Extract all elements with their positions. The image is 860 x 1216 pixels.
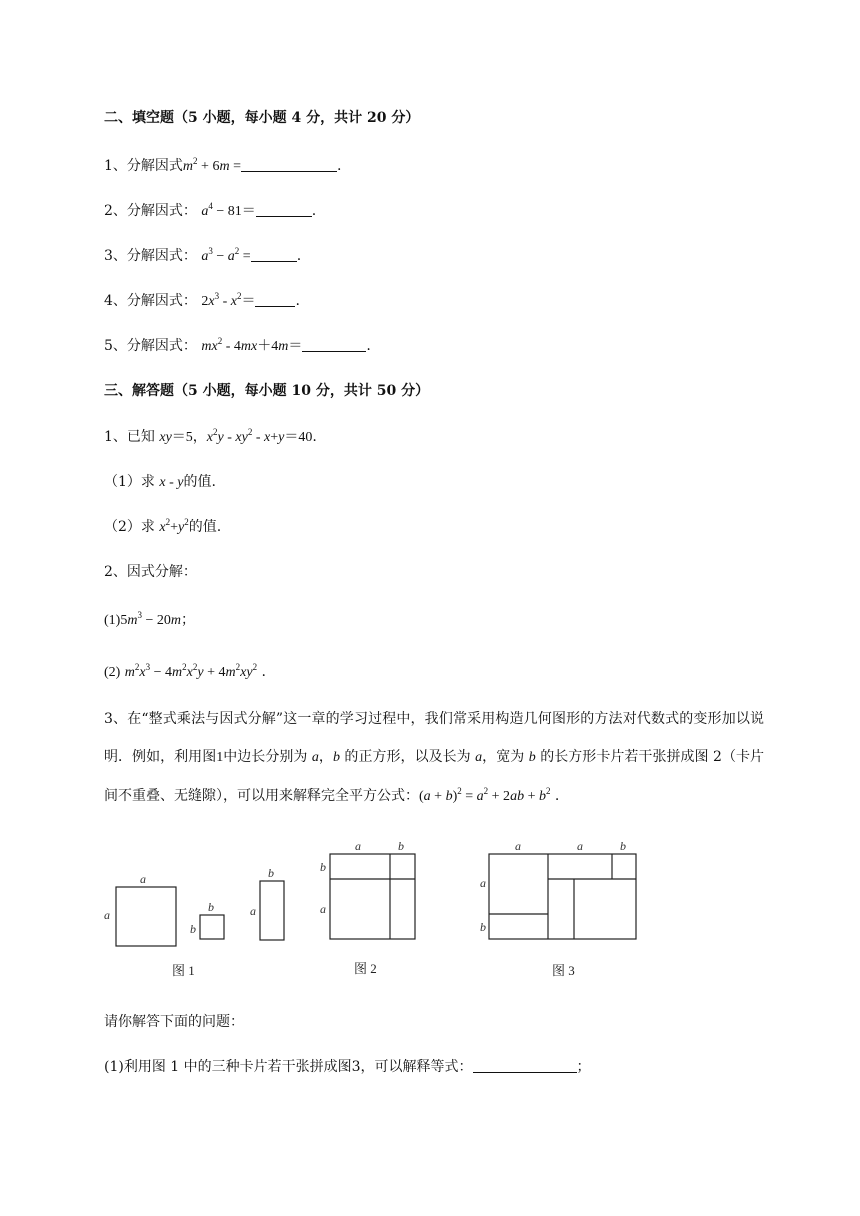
fill-question-4: 4、分解因式： $2x^3 - x^2=$ . <box>104 291 300 309</box>
fig1-label-a-top: a <box>140 872 146 886</box>
solve-question-2-part-1 <box>104 610 195 631</box>
question-text: 3、在“整式乘法与因式分解”这一章的学习过程中，我们常采用构造几何图形的方法对代数式的变形加以说明．例如，利用图 <box>104 711 764 765</box>
fig3-label-b-left: b <box>480 920 486 934</box>
question-number: 3、 <box>104 248 127 264</box>
answer-blank[interactable] <box>256 202 312 217</box>
math-expression: $a^3 - a^2$ = <box>201 246 251 264</box>
fig3-label-a-top-2: a <box>577 839 583 853</box>
answer-blank[interactable] <box>251 247 297 262</box>
fig2-label-b-top: b <box>398 839 404 853</box>
section-3-title: 三、解答题（5 小题，每小题 10 分，共计 50 分） <box>104 383 430 399</box>
math-expression: $m^2 + 6m$ = <box>182 156 241 174</box>
question-text: 的值. <box>188 519 222 535</box>
question-number: 1、 <box>104 158 127 174</box>
figure-1-caption: 图 1 <box>172 963 195 978</box>
question-number: 4、 <box>104 293 127 309</box>
math-var: a <box>311 750 319 765</box>
question-text: ，宽为 <box>482 749 529 765</box>
punctuation: ； <box>576 1059 591 1075</box>
solve-question-1: 1、已知 xy＝5，$x^2y - xy^2 - x+y=40$. <box>104 427 317 445</box>
punctuation: . <box>550 788 560 804</box>
question-text: 分解因式 <box>126 158 183 174</box>
figure-2 <box>330 854 415 939</box>
prompt-text: 请你解答下面的问题： <box>104 1014 244 1030</box>
fig1-label-b-left: b <box>190 922 196 936</box>
fig1-label-a-rect: a <box>250 904 256 918</box>
punctuation: ； <box>180 612 195 628</box>
math-var: a <box>475 750 483 765</box>
math-expression: $2x^3 - x^2=$ <box>201 291 256 309</box>
math-expression: $x^2+y^2$ <box>159 517 189 535</box>
outer-rect <box>489 854 636 939</box>
math-expression: $5m^3 - 20m$ <box>120 610 181 628</box>
question-text: (1)利用图 1 中的三种卡片若干张拼成图3，可以解释等式： <box>104 1059 473 1075</box>
fig1-label-b-rect: b <box>268 866 274 880</box>
fill-question-2: 2、分解因式： $a^4 - 81=$ . <box>104 201 317 219</box>
figures-panel <box>100 835 660 985</box>
square-a <box>116 887 176 946</box>
math-var: b <box>332 750 340 765</box>
fig1-label-a-left: a <box>104 908 110 922</box>
math-expression: $(a + b)^2 = a^2 + 2ab + b^2$ <box>419 786 551 804</box>
question-text: （1）求 <box>104 474 160 490</box>
part-number: (1) <box>104 613 121 628</box>
answer-blank[interactable] <box>302 337 366 352</box>
question-text: （2）求 <box>104 519 160 535</box>
fig2-label-b-left: b <box>320 860 326 874</box>
answer-blank[interactable] <box>255 292 295 307</box>
big-square <box>330 854 415 939</box>
fig3-label-a-left: a <box>480 876 486 890</box>
solve-question-1-part-1 <box>104 472 216 493</box>
math-var: b <box>528 750 536 765</box>
solve-question-1-part-2 <box>104 517 221 538</box>
question-text: ， <box>318 749 333 765</box>
punctuation: . <box>257 664 266 680</box>
fig2-label-a-top: a <box>355 839 361 853</box>
fill-question-5: 5、分解因式： $mx^2 - 4mx+4m=$ . <box>104 336 371 354</box>
fill-question-3: 3、分解因式： $a^3 - a^2$ = . <box>104 246 302 264</box>
answer-blank[interactable] <box>241 157 337 172</box>
math-expression: x - y <box>159 475 184 490</box>
question-text: 分解因式： <box>126 293 197 309</box>
fig3-label-b-top: b <box>620 839 626 853</box>
question-text: 分解因式： <box>126 248 197 264</box>
fill-question-1: 1、分解因式$m^2 + 6m$ = . <box>104 156 342 174</box>
fig2-label-a-left: a <box>320 902 326 916</box>
question-text: 分解因式： <box>126 203 197 219</box>
question-number: 5、 <box>104 338 127 354</box>
math-expression: $a^4 - 81=$ <box>201 201 256 219</box>
rectangle-ab <box>260 881 284 940</box>
math-expression: xy＝5，$x^2y - xy^2 - x+y=40$ <box>159 427 313 445</box>
figure-3 <box>489 854 636 939</box>
solve-question-3-part-1 <box>104 1057 591 1077</box>
solve-question-2-part-2 <box>104 662 266 683</box>
question-text: 的值. <box>183 474 216 490</box>
figure-1 <box>116 881 284 946</box>
fig1-label-b-top: b <box>208 900 214 914</box>
question-text: 的长方形卡片若干张拼成图 2（卡片间不重叠、无缝隙），可以用来解释完全平方公式： <box>104 749 765 804</box>
question-text: 分解因式： <box>126 338 197 354</box>
figure-3-caption: 图 3 <box>552 963 575 978</box>
question-text: 的正方形，以及长为 <box>339 749 476 765</box>
solve-question-3-text <box>104 700 764 816</box>
answer-blank[interactable] <box>473 1058 577 1073</box>
question-text: 中边长分别为 <box>223 749 312 765</box>
math-expression: $m^2x^3 - 4m^2x^2y + 4m^2xy^2$ <box>124 662 258 680</box>
fig3-label-a-top-1: a <box>515 839 521 853</box>
math-expression: $mx^2 - 4mx+4m=$ <box>201 336 303 354</box>
solve-question-2-title: 2、因式分解： <box>104 564 197 580</box>
figure-ref: 1 <box>216 750 224 765</box>
figure-2-caption: 图 2 <box>354 961 377 976</box>
square-b <box>200 915 224 939</box>
question-number: 2、 <box>104 203 127 219</box>
question-text: 1、已知 <box>104 429 160 445</box>
section-2-title: 二、填空题（5 小题，每小题 4 分，共计 20 分） <box>104 110 420 126</box>
part-number: (2) <box>104 665 121 680</box>
